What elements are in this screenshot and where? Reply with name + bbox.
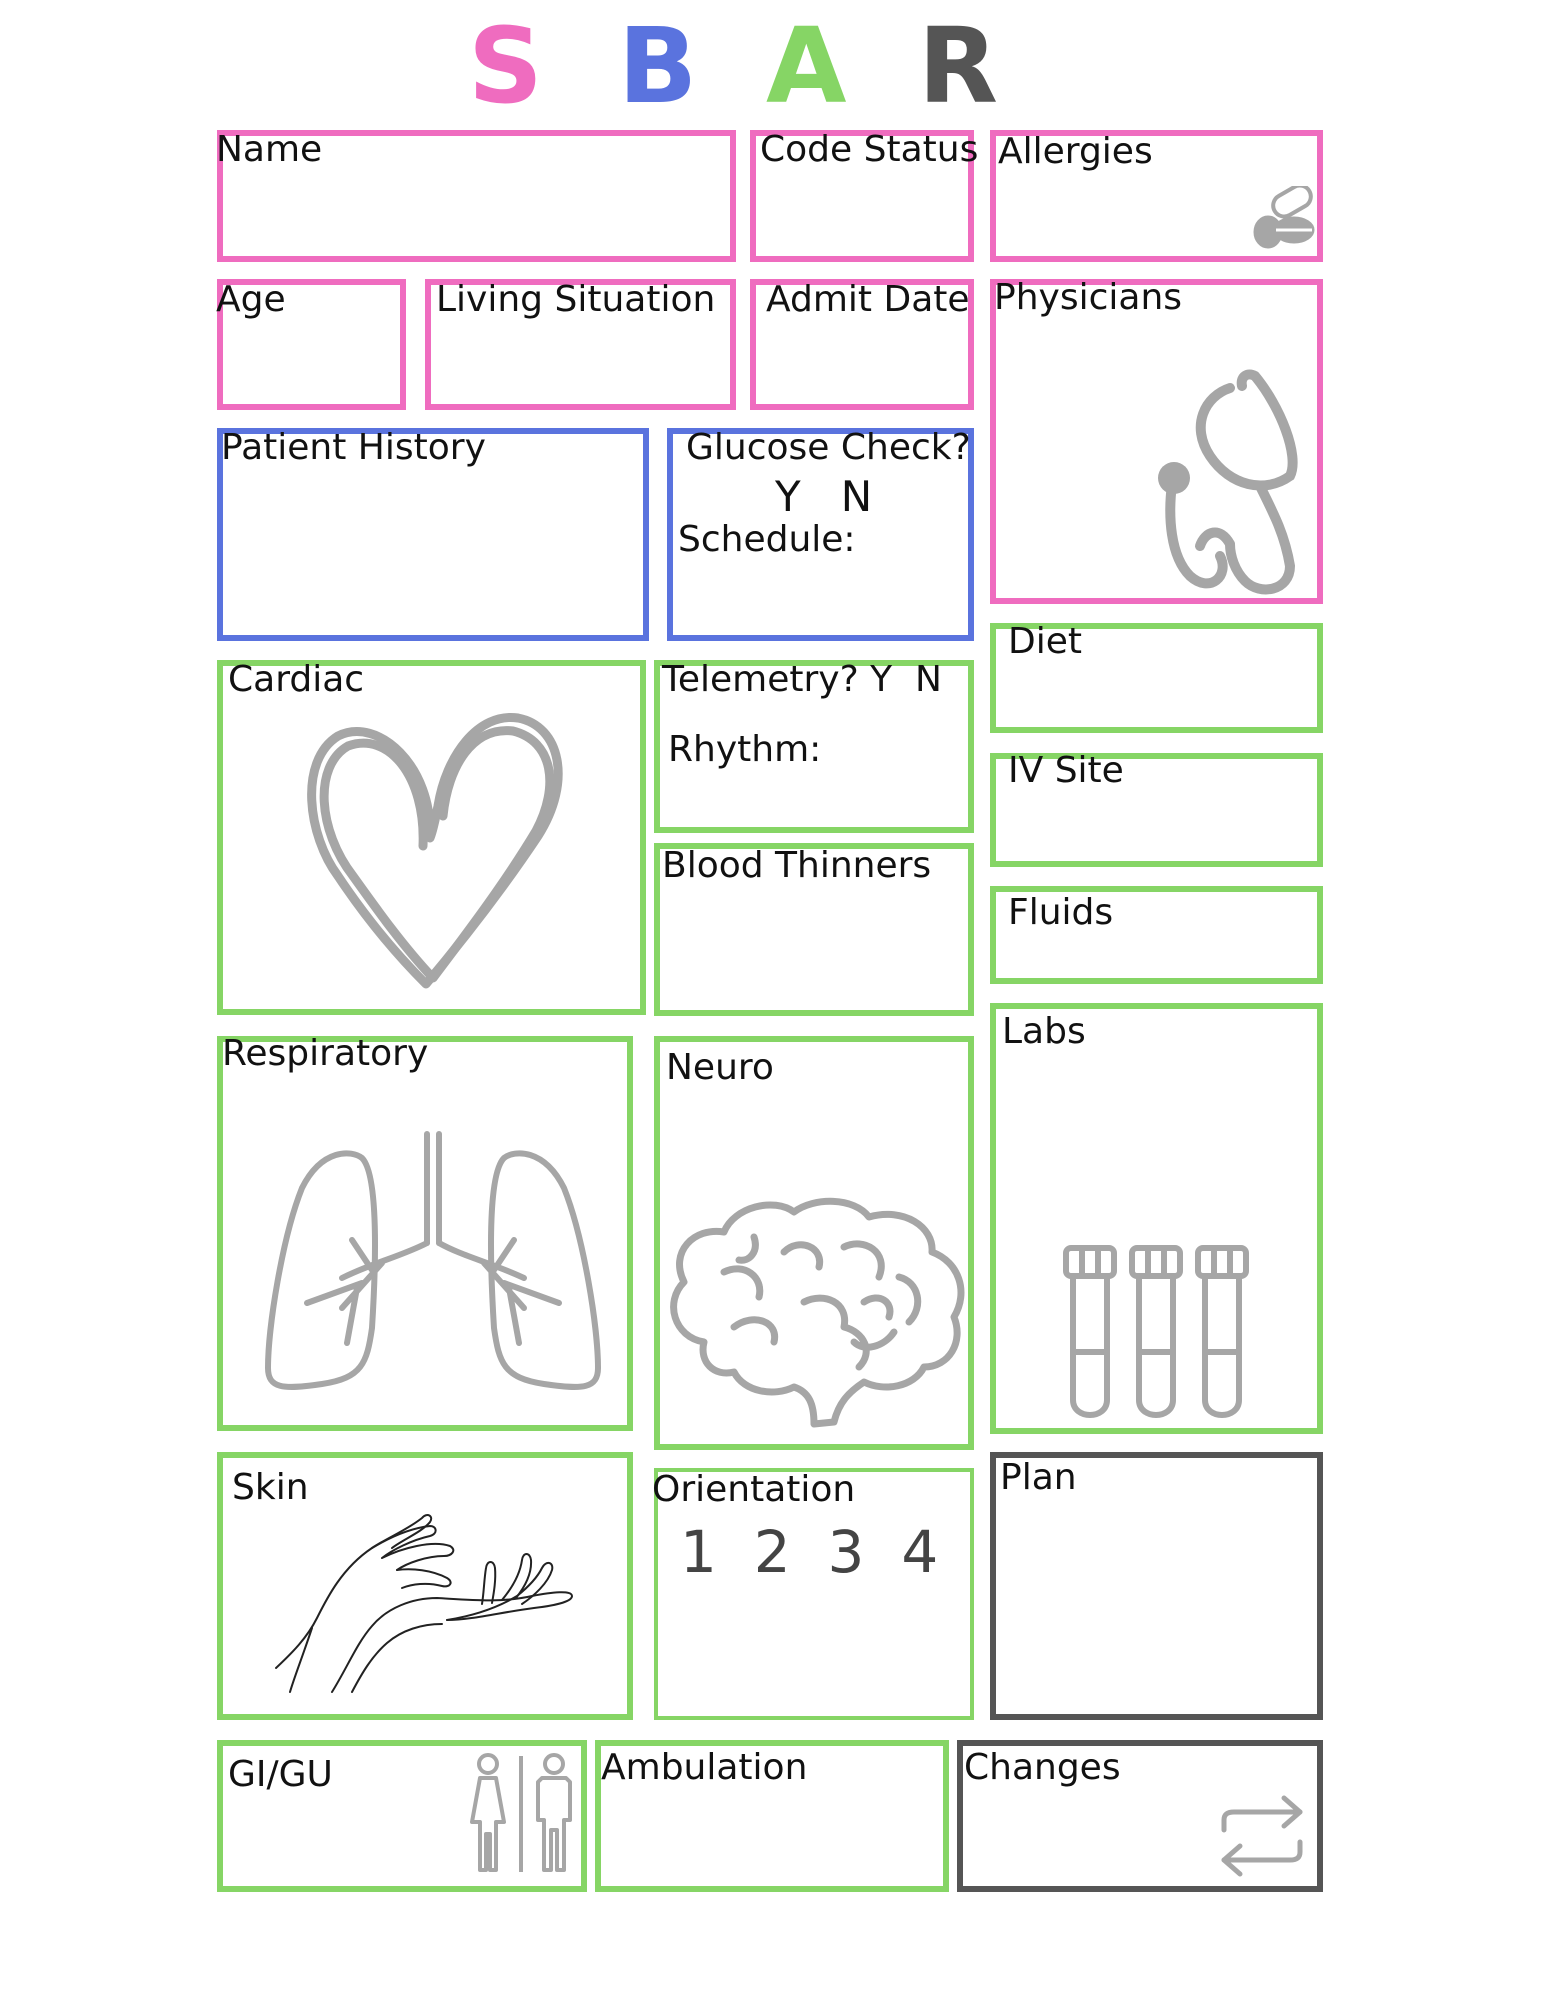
header-letter-a: A [766, 5, 847, 127]
glucose-check-label: Glucose Check? [686, 427, 971, 468]
orientation-label: Orientation [652, 1469, 856, 1510]
blood-thinners-label: Blood Thinners [662, 845, 932, 886]
pills-icon [1250, 186, 1318, 252]
test-tubes-icon [1060, 1244, 1252, 1422]
glucose-yn-options[interactable]: Y N [775, 472, 873, 521]
neuro-label: Neuro [666, 1047, 774, 1088]
restroom-icon [460, 1752, 582, 1874]
rhythm-label: Rhythm: [668, 729, 822, 770]
skin-label: Skin [232, 1467, 309, 1508]
patient-history-label: Patient History [221, 427, 486, 468]
physicians-label: Physicians [994, 277, 1183, 318]
allergies-label: Allergies [998, 131, 1153, 172]
header-letter-r: R [918, 5, 999, 127]
exchange-arrows-icon [1214, 1794, 1310, 1878]
plan-label: Plan [1000, 1457, 1077, 1498]
hands-icon [272, 1508, 576, 1696]
admit-date-label: Admit Date [766, 279, 970, 320]
heart-icon [298, 706, 584, 996]
labs-label: Labs [1002, 1011, 1086, 1052]
code-status-label: Code Status [760, 129, 979, 170]
name-label: Name [216, 129, 323, 170]
respiratory-label: Respiratory [222, 1033, 429, 1074]
cardiac-label: Cardiac [228, 659, 365, 700]
lungs-icon [262, 1128, 602, 1398]
header-letter-s: S [468, 5, 543, 127]
header-letter-b: B [618, 5, 698, 127]
orientation-scale[interactable]: 1 2 3 4 [680, 1518, 939, 1586]
gi-gu-label: GI/GU [228, 1754, 333, 1795]
ambulation-label: Ambulation [601, 1747, 808, 1788]
glucose-schedule-label: Schedule: [678, 519, 856, 560]
fluids-label: Fluids [1008, 892, 1114, 933]
living-situation-label: Living Situation [436, 279, 716, 320]
telemetry-label[interactable]: Telemetry? Y N [662, 659, 942, 700]
stethoscope-icon [1150, 366, 1320, 602]
age-label: Age [216, 279, 286, 320]
diet-label: Diet [1008, 621, 1082, 662]
brain-icon [664, 1192, 970, 1428]
changes-label: Changes [964, 1747, 1121, 1788]
iv-site-label: IV Site [1008, 750, 1124, 791]
